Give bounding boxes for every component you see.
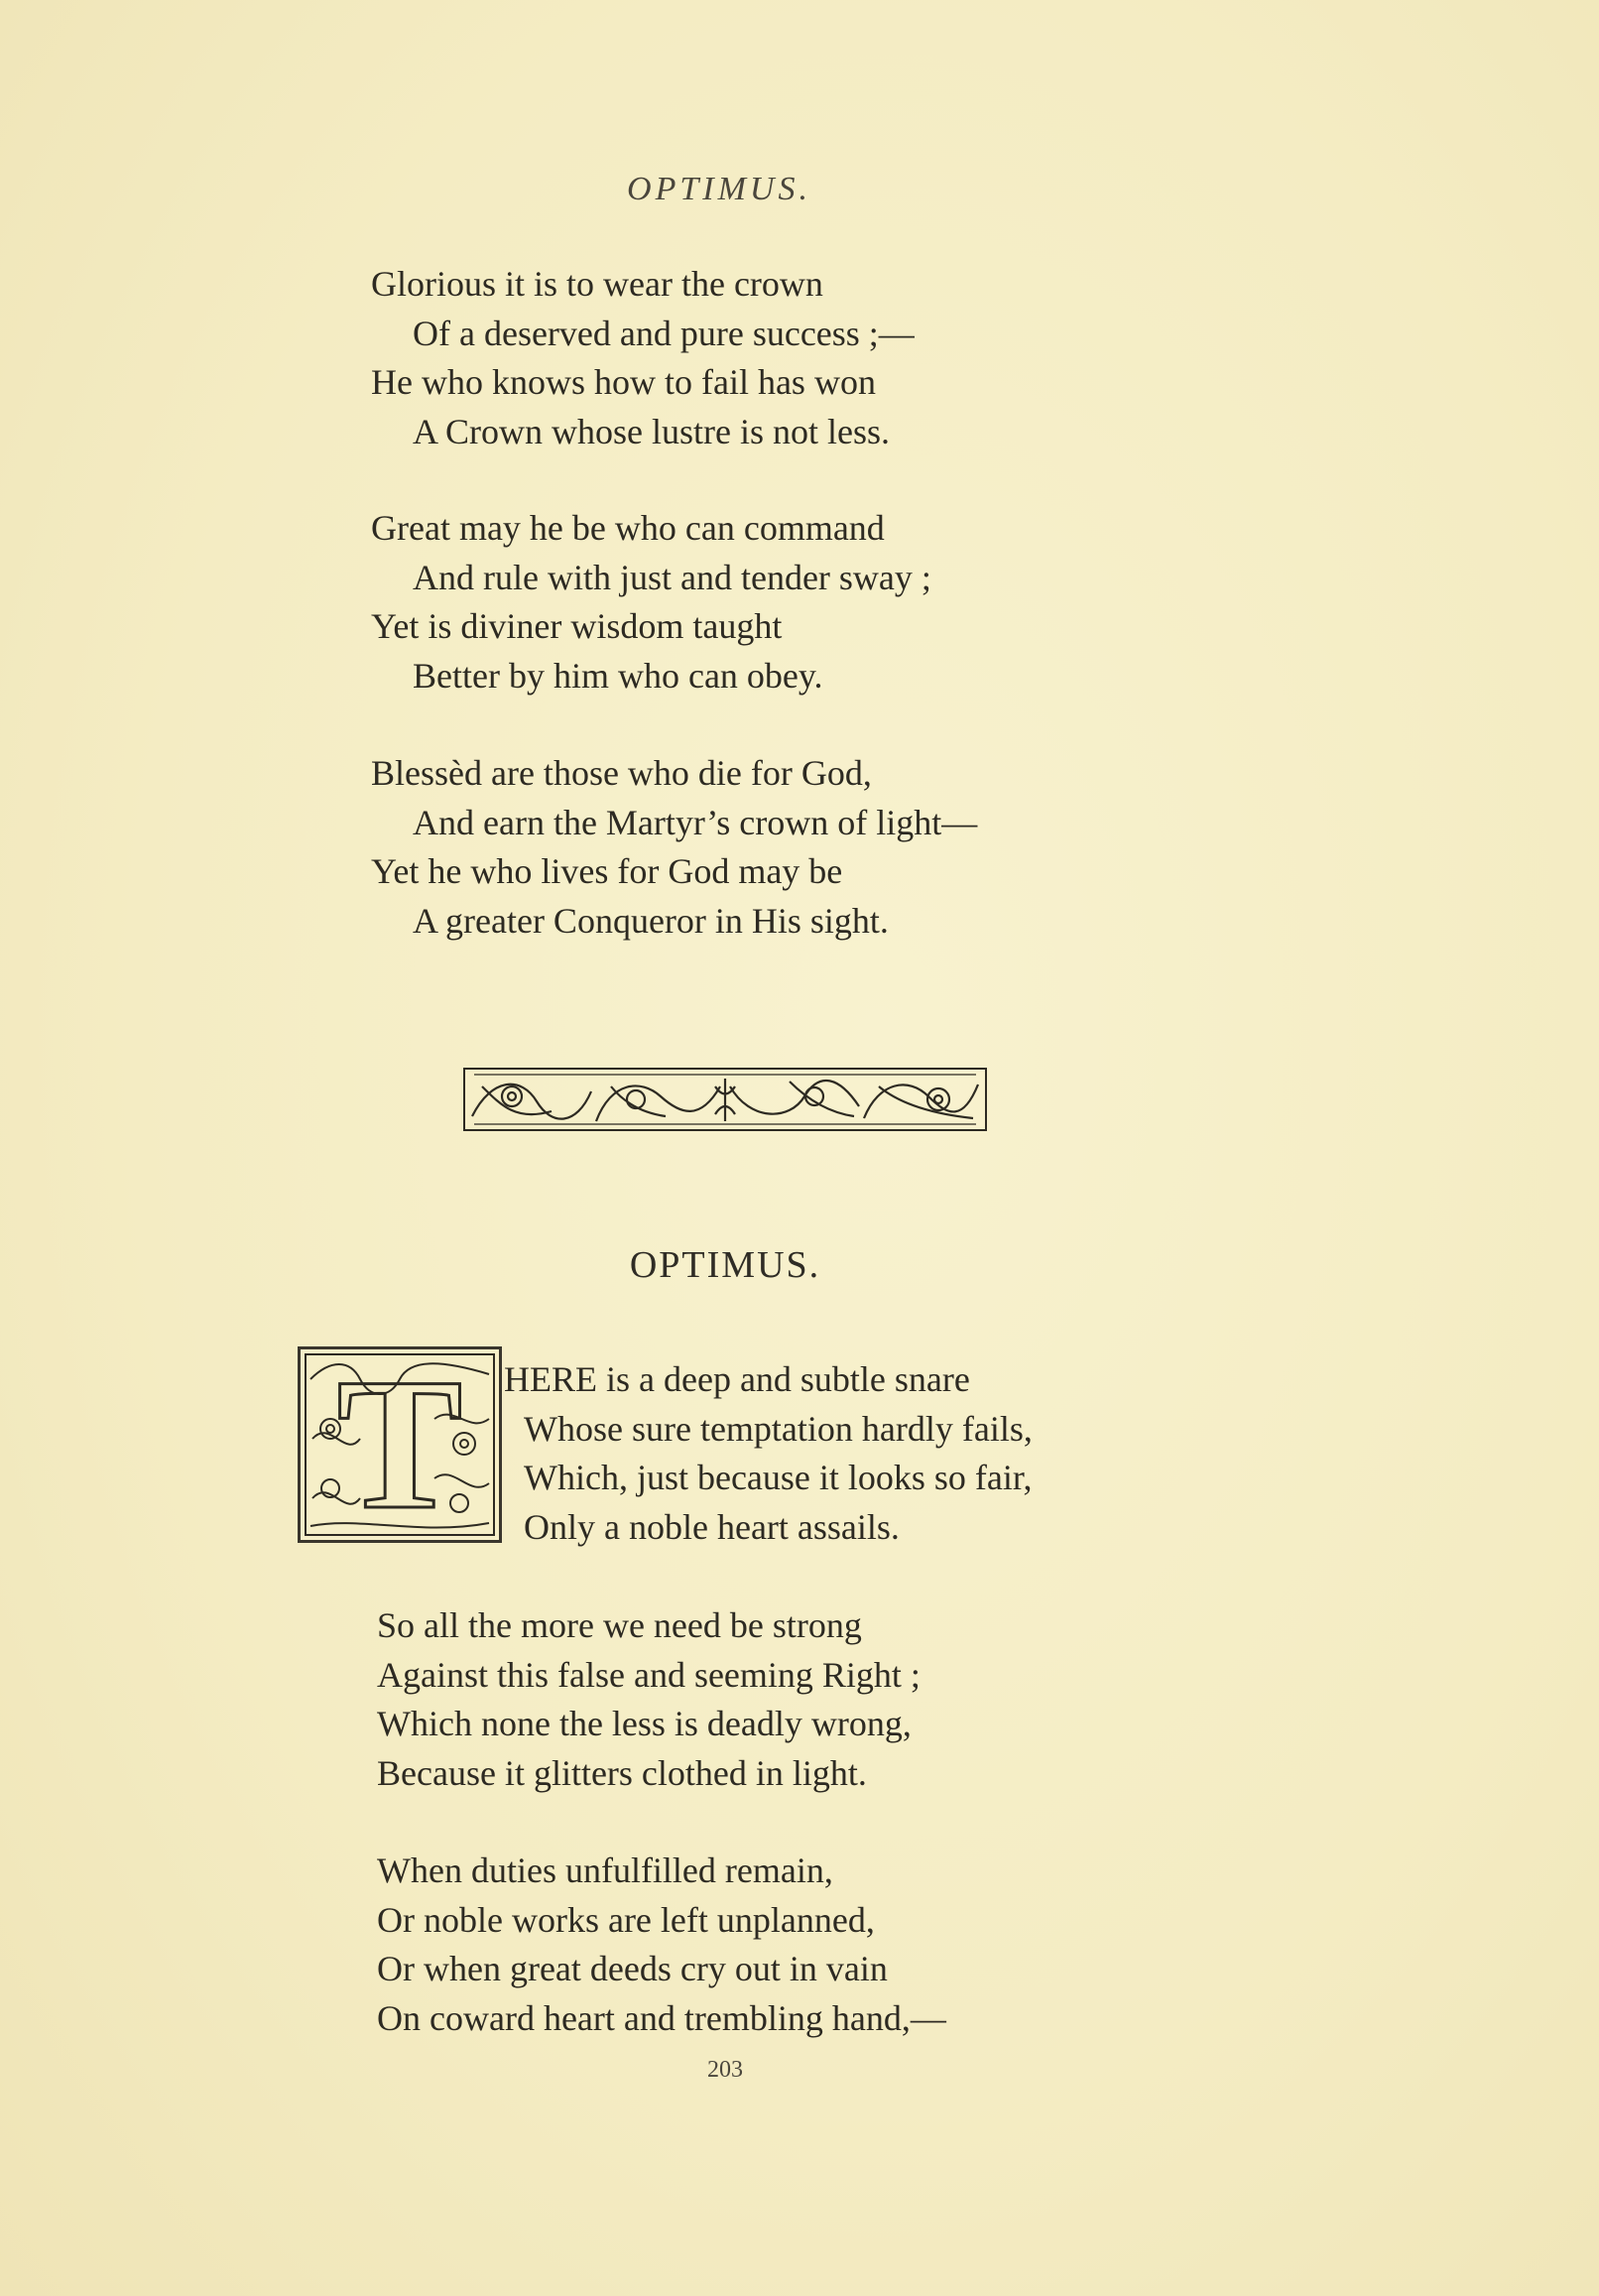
drop-cap (298, 1340, 502, 1549)
verse-line: HERE is a deep and subtle snare (504, 1359, 970, 1399)
verse-line: He who knows how to fail has won (371, 362, 876, 402)
verse-line: Great may he be who can command (371, 508, 885, 548)
verse-line: Better by him who can obey. (413, 655, 823, 696)
verse-line: Or noble works are left unplanned, (377, 1899, 875, 1940)
verse-line: Or when great deeds cry out in vain (377, 1949, 888, 1988)
poem-title: OPTIMUS. (629, 1244, 821, 1286)
verse-line: Which none the less is deadly wrong, (377, 1704, 912, 1743)
verse-line: A Crown whose lustre is not less. (413, 411, 890, 451)
verse-line: Glorious it is to wear the crown (371, 264, 823, 304)
verse-line: So all the more we need be strong (377, 1605, 862, 1645)
verse-line: Only a noble heart assails. (524, 1506, 900, 1547)
poem2-stanza-1 (504, 1355, 1033, 1552)
verse-line: When duties unfulfilled remain, (377, 1850, 833, 1890)
running-head: OPTIMUS. (627, 171, 811, 207)
page-number: 203 (707, 2057, 743, 2083)
poem1-stanza-2 (371, 504, 931, 701)
verse-line: On coward heart and trembling hand,— (377, 1997, 946, 2038)
verse-line: Blessèd are those who die for God, (371, 753, 872, 793)
verse-line: Against this false and seeming Right ; (377, 1654, 921, 1695)
verse-line: Yet is diviner wisdom taught (371, 606, 783, 646)
verse-line: And earn the Martyr’s crown of light— (413, 802, 978, 842)
floral-ornament-icon (462, 1067, 988, 1132)
poem1-stanza-1 (371, 260, 915, 456)
verse-line: Whose sure temptation hardly fails, (524, 1408, 1033, 1449)
verse-line: Because it glitters clothed in light. (377, 1752, 867, 1793)
verse-line: Which, just because it looks so fair, (524, 1458, 1033, 1497)
poem2-stanza-3 (377, 1847, 946, 2043)
poem1-stanza-3 (371, 749, 977, 946)
verse-line: A greater Conqueror in His sight. (413, 900, 889, 941)
verse-line: Of a deserved and pure success ;— (413, 313, 915, 353)
poem2-stanza-2 (377, 1601, 921, 1798)
verse-line: Yet he who lives for God may be (371, 851, 843, 891)
verse-line: And rule with just and tender sway ; (413, 557, 931, 597)
drop-cap-letter: T (336, 1340, 463, 1549)
